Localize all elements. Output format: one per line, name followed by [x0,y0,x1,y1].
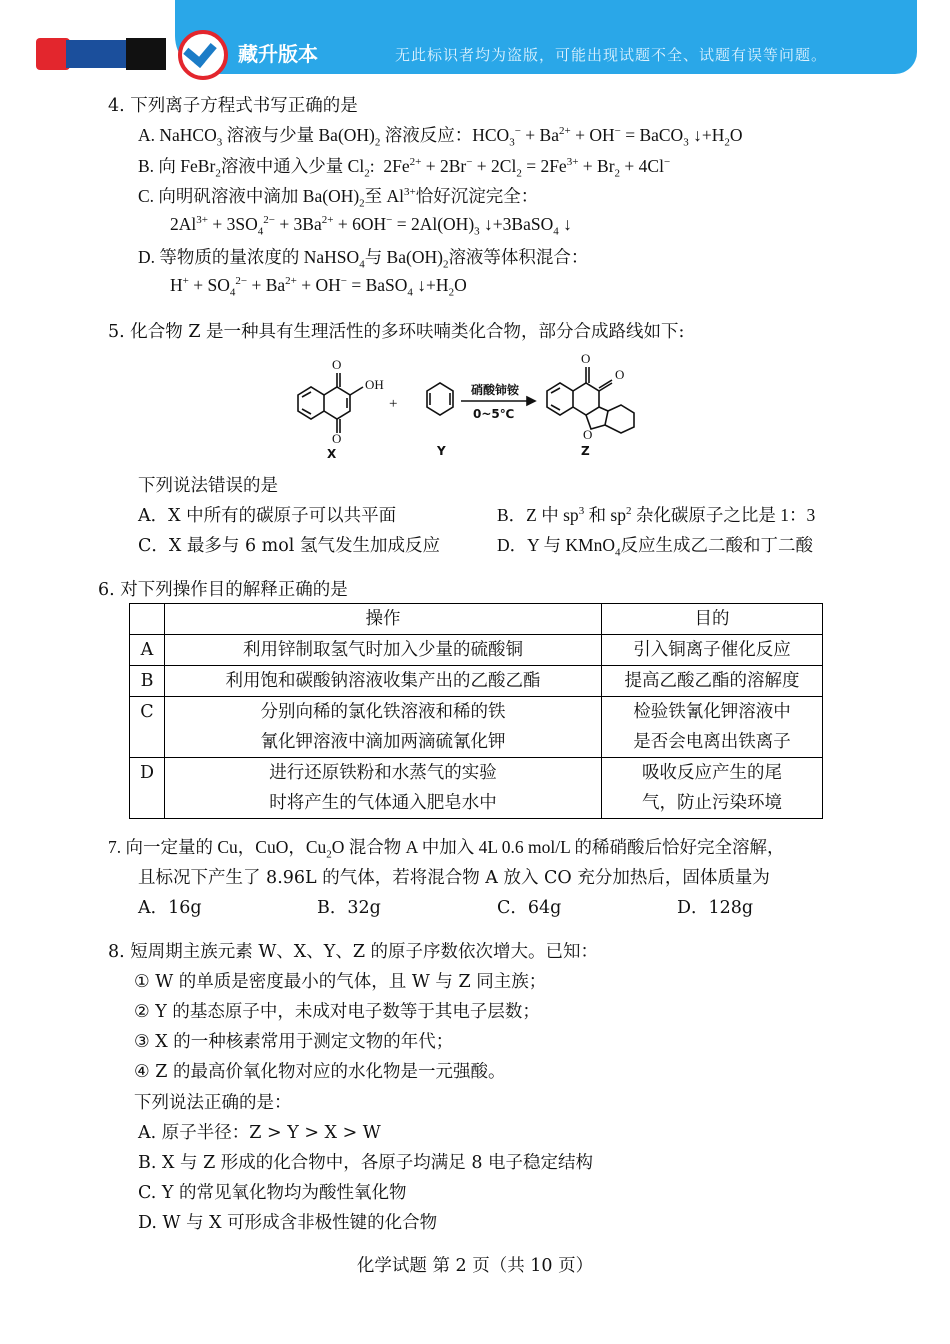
table-row [130,758,823,819]
row-key: D [130,758,165,819]
q6-stem: 6. 对下列操作目的解释正确的是 [98,580,348,600]
q7-option-b: B．32g [317,898,381,918]
row-purpose: 检验铁氰化钾溶液中 是否会电离出铁离子 [602,697,823,758]
q7-option-c: C．64g [497,898,562,918]
q8-stem: 8. 短周期主族元素 W、X、Y、Z 的原子序数依次增大。已知： [108,942,599,962]
x-hydroxyl: OH [365,377,384,392]
q8-condition-3: ③ X 的一种核素常用于测定文物的年代； [134,1032,454,1052]
q5-option-c: C．X 最多与 6 mol 氢气发生加成反应 [138,536,440,556]
q5-option-d: D．Y 与 KMnO$_4$反应生成乙二酸和丁二酸 [497,535,813,559]
x-carbonyl-o-top: O [332,357,342,372]
synthesis-scheme [285,345,685,465]
row-operation: 分别向稀的氯化铁溶液和稀的铁 氰化钾溶液中滴加两滴硫氰化钾 [165,697,602,758]
row-operation: 利用锌制取氢气时加入少量的硫酸铜 [165,635,602,666]
page-footer: 化学试题 第 2 页（共 10 页） [356,1256,594,1276]
publisher-logo [36,38,166,72]
q4-option-b: B. 向 FeBr$_2$溶液中通入少量 $Cl_2$: $2Fe^{2+} + 2Br^- + 2Cl_2 = 2Fe^{3+} + Br_2 + 4Cl^-$ [138,156,671,180]
operations-table [129,603,823,819]
q8-option-b: B. X 与 Z 形成的化合物中，各原子均满足 8 电子稳定结构 [138,1153,594,1173]
banner-label: 藏升版本 [238,42,318,66]
q4-option-d-equation: $H^+ + SO_4^{2-} + Ba^{2+} + OH^-$ = BaSO$_4$ $↓+H_2O$ [170,275,467,299]
table-row [130,666,823,697]
q7-stem: 7. 向一定量的 Cu，CuO，$Cu_2O$ 混合物 A 中加入 4L 0.6 mol/L 的稀硝酸后恰好完全溶解， [108,837,785,861]
compound-y-label: Y [437,444,446,458]
q5-option-b: B．Z 中 $sp^3$ 和 $sp^2$ 杂化碳原子之比是 1：3 [497,505,816,525]
q8-condition-4: ④ Z 的最高价氧化物对应的水化物是一元强酸。 [134,1062,506,1082]
z-carbonyl-o-top: O [581,351,591,366]
q8-prompt: 下列说法正确的是： [134,1093,292,1113]
q4-stem: 4. 下列离子方程式书写正确的是 [108,96,358,116]
q8-option-c: C. Y 的常见氧化物均为酸性氧化物 [138,1183,407,1203]
q4-option-d: D. 等物质的量浓度的 NaHSO$_4$与 $Ba(OH)_2$溶液等体积混合： [138,247,589,271]
scheme-plus: + [389,396,398,412]
q8-option-a: A. 原子半径：Z > Y > X > W [138,1123,381,1143]
q8-option-d: D. W 与 X 可形成含非极性键的化合物 [138,1213,438,1233]
z-carbonyl-o-right: O [615,367,625,382]
row-key: A [130,635,165,666]
q5-prompt: 下列说法错误的是 [138,476,278,496]
q7-stem-line2: 且标况下产生了 8.96L 的气体，若将混合物 A 放入 CO 充分加热后，固体质量为 [138,868,770,888]
row-operation: 进行还原铁粉和水蒸气的实验 时将产生的气体通入肥皂水中 [165,758,602,819]
row-purpose: 吸收反应产生的尾 气，防止污染环境 [602,758,823,819]
table-row [130,635,823,666]
header-purpose: 目的 [602,604,823,635]
q5-option-a: A．X 中所有的碳原子可以共平面 [138,506,397,526]
q4-option-c: C. 向明矾溶液中滴加 $Ba(OH)_2$至 $Al^{3+}$恰好沉淀完全： [138,186,539,210]
row-key: B [130,666,165,697]
x-carbonyl-o-bottom: O [332,431,342,446]
compound-z-label: Z [581,444,590,458]
z-furan-o: O [583,427,593,442]
header-key [130,604,165,635]
banner-notice: 无此标识者均为盗版，可能出现试题不全、试题有误等问题。 [395,46,828,64]
compound-x-label: X [327,447,337,461]
q8-condition-2: ② Y 的基态原子中，未成对电子数等于其电子层数； [134,1002,540,1022]
q7-option-a: A．16g [138,898,202,918]
q4-option-c-equation: $2Al^{3+} + 3SO_4^{2-} + 3Ba^{2+} + 6OH^- = 2Al(OH)_3$ ↓+3BaSO$_4$ ↓ [170,214,572,238]
header-operation: 操作 [165,604,602,635]
reagent-label: 硝酸铈铵 [471,383,520,397]
table-header-row [130,604,823,635]
q8-condition-1: ① W 的单质是密度最小的气体，且 W 与 Z 同主族； [134,972,547,992]
row-purpose: 引入铜离子催化反应 [602,635,823,666]
q5-stem: 5. 化合物 Z 是一种具有生理活性的多环呋喃类化合物，部分合成路线如下: [108,322,685,342]
row-operation: 利用饱和碳酸钠溶液收集产出的乙酸乙酯 [165,666,602,697]
q4-option-a: A. NaHCO$_3$ 溶液与少量 $Ba(OH)_2$ 溶液反应：$HCO_3^- + Ba^{2+} + OH^-$ = BaCO$_3$ $↓+H_2O$ [138,125,743,149]
row-key: C [130,697,165,758]
table-row [130,697,823,758]
q7-option-d: D．128g [677,898,754,918]
row-purpose: 提高乙酸乙酯的溶解度 [602,666,823,697]
condition-label: 0~5℃ [473,407,515,421]
